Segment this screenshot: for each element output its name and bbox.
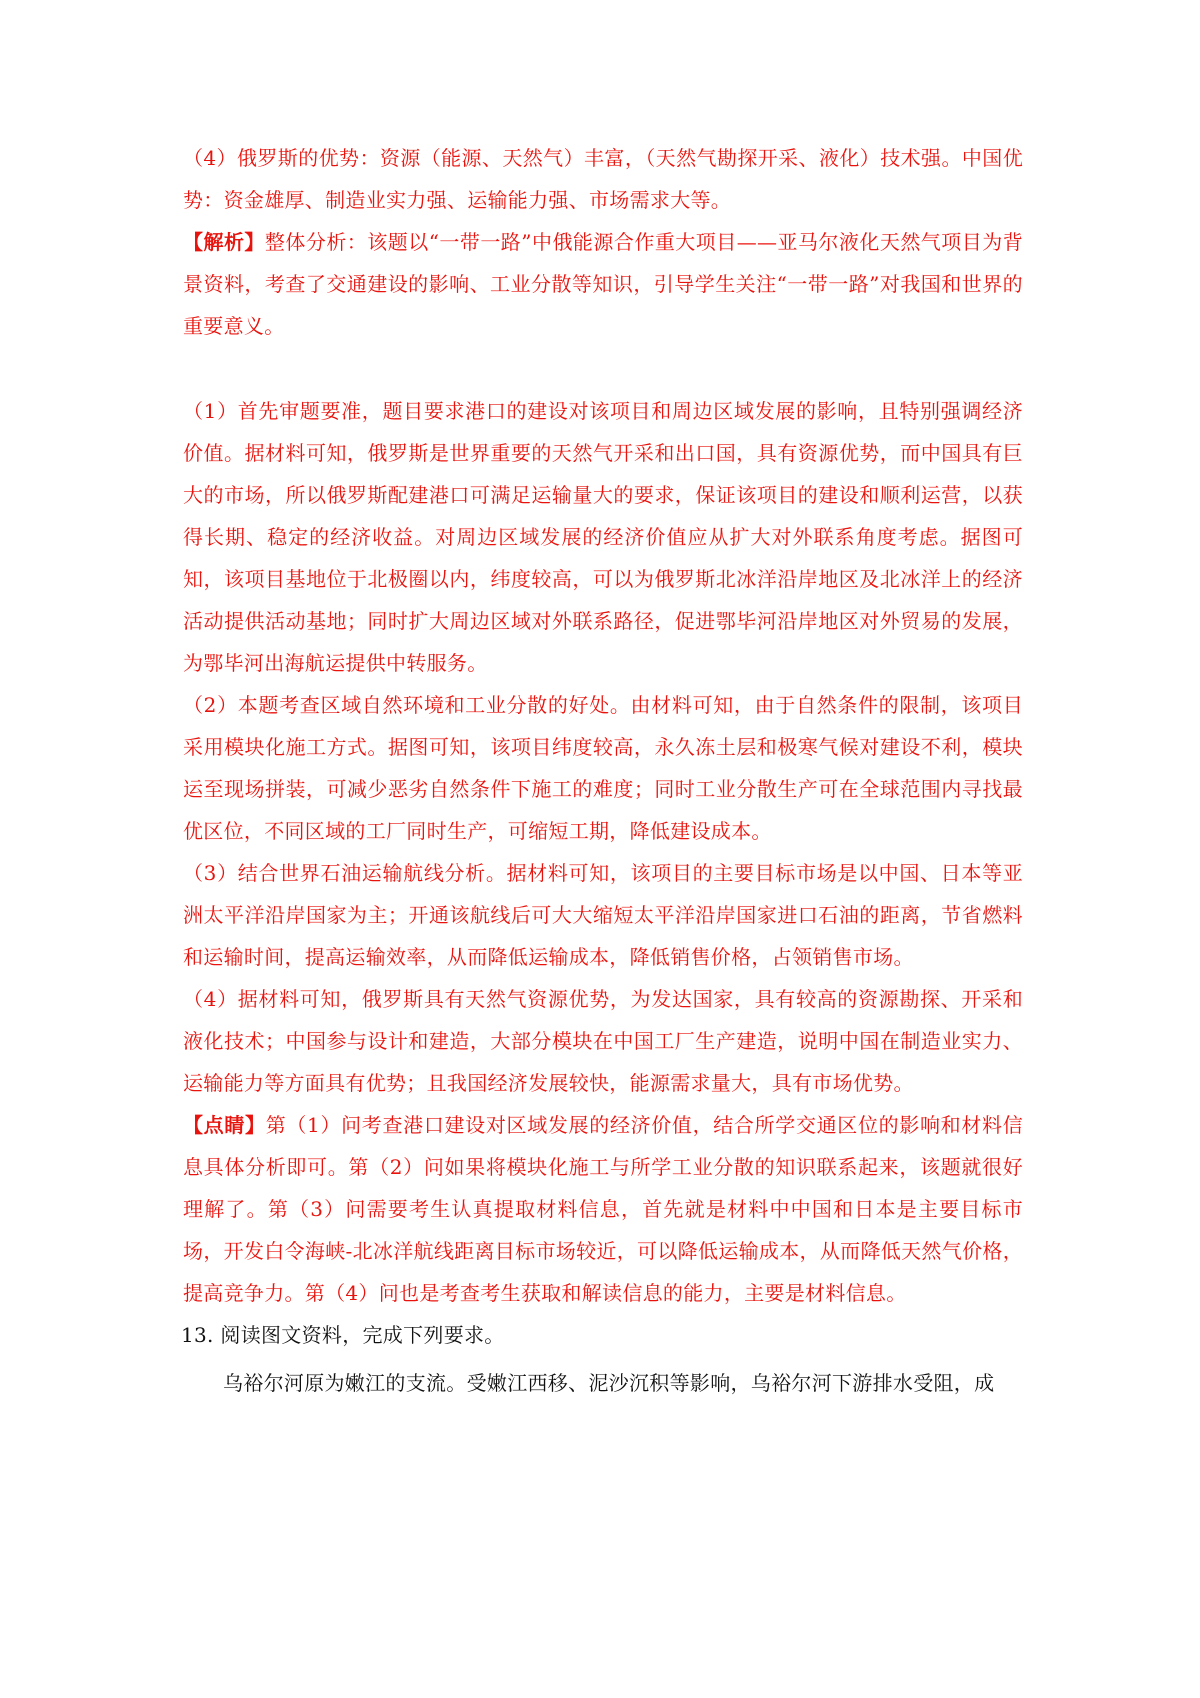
question-13-material: 乌裕尔河原为嫩江的支流。受嫩江西移、泥沙沉积等影响，乌裕尔河下游排水受阻，成	[223, 1371, 995, 1395]
explanation-4-paragraph: （4）据材料可知，俄罗斯具有天然气资源优势，为发达国家，具有较高的资源勘探、开采和液化技术；中国参与设计和建造，大部分模块在中国工厂生产建造，说明中国在制造业实力、运输能力等方面具有优势；且我国经济发展较快，能源需求量大，具有市场优势。	[183, 987, 1023, 1095]
analysis-text: 整体分析：该题以“一带一路”中俄能源合作重大项目——亚马尔液化天然气项目为背景资料，考查了交通建设的影响、工业分散等知识，引导学生关注“一带一路”对我国和世界的重要意义。	[183, 230, 1023, 338]
document-page	[183, 137, 1023, 1404]
pointer-paragraph	[183, 1104, 1023, 1314]
pointer-tag: 【点睛】	[183, 1113, 266, 1137]
analysis-tag: 【解析】	[183, 230, 265, 254]
explanation-2-paragraph: （2）本题考查区域自然环境和工业分散的好处。由材料可知，由于自然条件的限制，该项目采用模块化施工方式。据图可知，该项目纬度较高，永久冻土层和极寒气候对建设不利，模块运至现场拼装，可减少恶劣自然条件下施工的难度；同时工业分散生产可在全球范围内寻找最优区位，不同区域的工厂同时生产，可缩短工期，降低建设成本。	[183, 693, 1023, 843]
analysis-paragraph	[183, 221, 1023, 347]
blank-spacer	[183, 347, 1023, 390]
question-13-heading	[181, 1314, 1023, 1356]
answer-4-paragraph: （4）俄罗斯的优势：资源（能源、天然气）丰富，（天然气勘探开采、液化）技术强。中国优势：资金雄厚、制造业实力强、运输能力强、市场需求大等。	[183, 146, 1023, 212]
question-number: 13.	[181, 1323, 214, 1347]
question-prompt: 阅读图文资料，完成下列要求。	[220, 1323, 505, 1347]
explanation-1-paragraph: （1）首先审题要准，题目要求港口的建设对该项目和周边区域发展的影响，且特别强调经济价值。据材料可知，俄罗斯是世界重要的天然气开采和出口国，具有资源优势，而中国具有巨大的市场，所以俄罗斯配建港口可满足运输量大的要求，保证该项目的建设和顺利运营，以获得长期、稳定的经济收益。对周边区域发展的经济价值应从扩大对外联系角度考虑。据图可知，该项目基地位于北极圈以内，纬度较高，可以为俄罗斯北冰洋沿岸地区及北冰洋上的经济活动提供活动基地；同时扩大周边区域对外联系路径，促进鄂毕河沿岸地区对外贸易的发展，为鄂毕河出海航运提供中转服务。	[183, 399, 1023, 675]
explanation-3-paragraph: （3）结合世界石油运输航线分析。据材料可知，该项目的主要目标市场是以中国、日本等亚洲太平洋沿岸国家为主；开通该航线后可大大缩短太平洋沿岸国家进口石油的距离，节省燃料和运输时间，提高运输效率，从而降低运输成本，降低销售价格，占领销售市场。	[183, 861, 1023, 969]
pointer-text: 第（1）问考查港口建设对区域发展的经济价值，结合所学交通区位的影响和材料信息具体分析即可。第（2）问如果将模块化施工与所学工业分散的知识联系起来，该题就很好理解了。第（3）问需要考生认真提取材料信息，首先就是材料中中国和日本是主要目标市场，开发白令海峡-北冰洋航线距离目标市场较近，可以降低运输成本，从而降低天然气价格，提高竞争力。第（4）问也是考查考生获取和解读信息的能力，主要是材料信息。	[183, 1113, 1023, 1305]
